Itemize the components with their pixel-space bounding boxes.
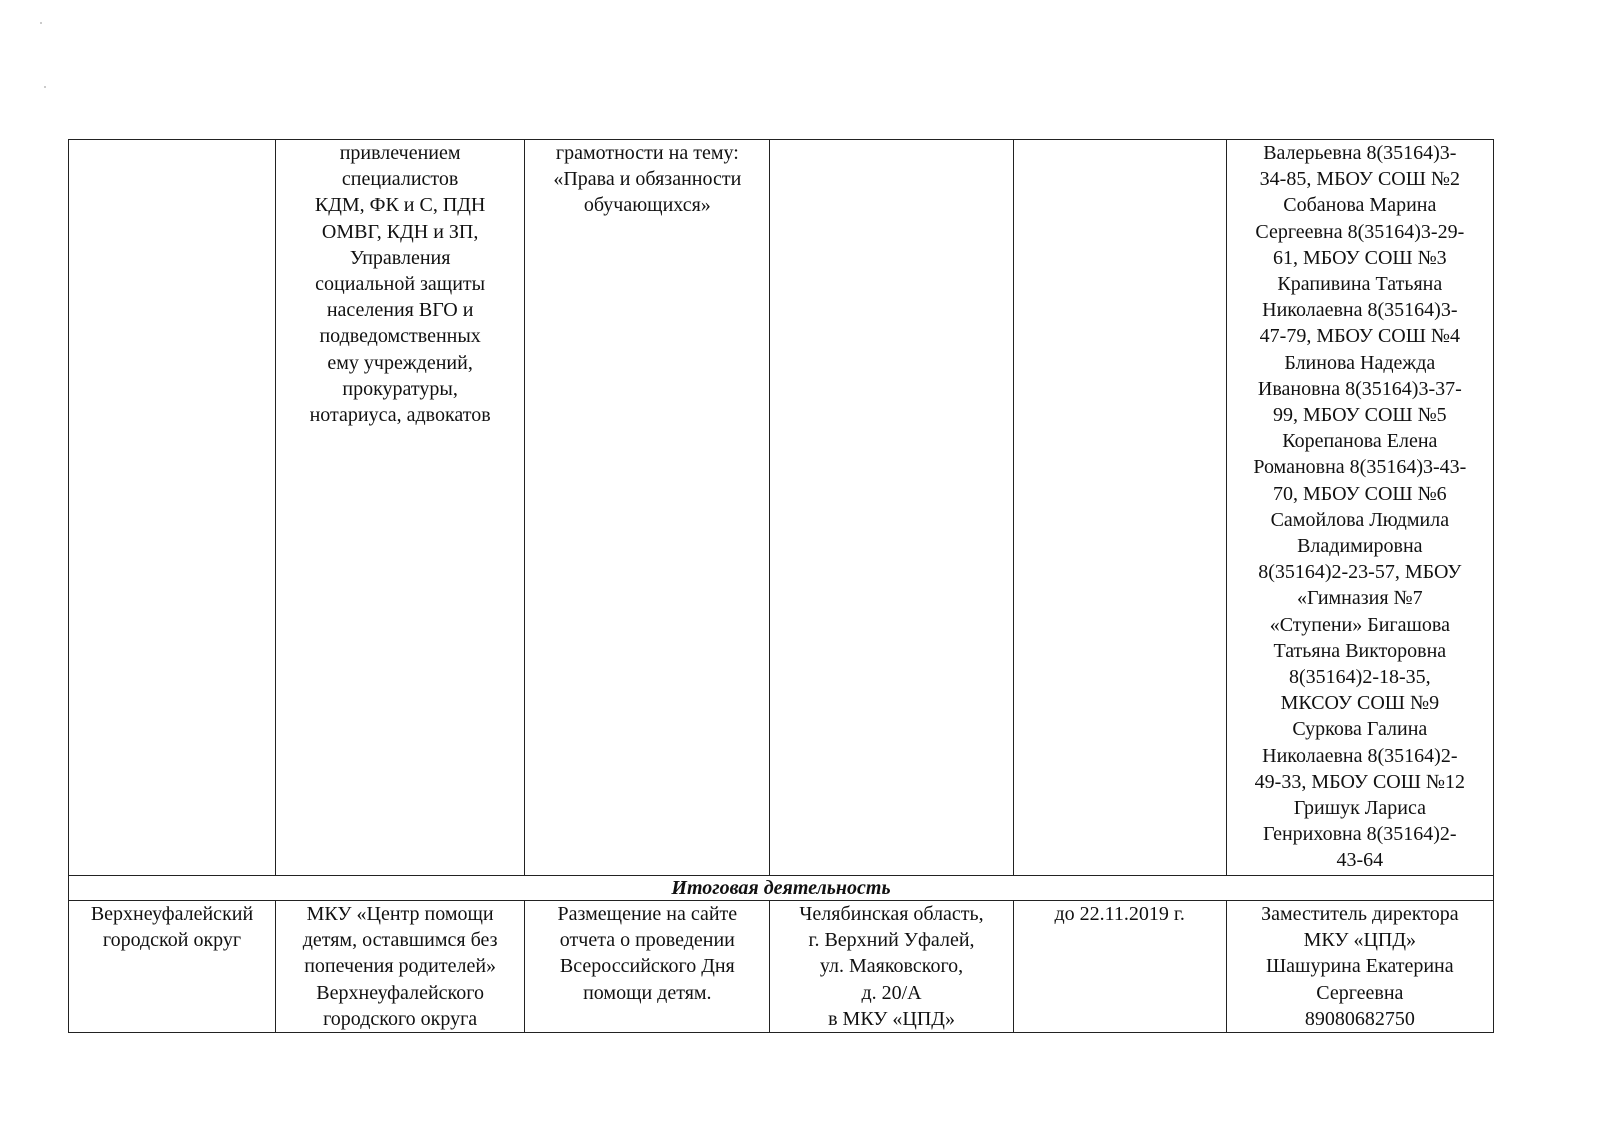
cell-organizer: привлечением специалистов КДМ, ФК и С, ПДН ОМВГ, КДН и ЗП, Управления социальной защиты населения ВГО и подведомственных ему учреждений, прокуратуры, нотариуса, адвокатов	[276, 140, 525, 876]
table-row-continuation	[69, 140, 1494, 876]
cell-event: грамотности на тему: «Права и обязанности обучающихся»	[525, 140, 770, 876]
cell-municipality: Верхнеуфалейский городской округ	[69, 901, 276, 1033]
cell-location	[770, 140, 1013, 876]
cell-municipality	[69, 140, 276, 876]
cell-date: до 22.11.2019 г.	[1013, 901, 1226, 1033]
cell-organizer: МКУ «Центр помощи детям, оставшимся без попечения родителей» Верхнеуфалейского городского округа	[276, 901, 525, 1033]
cell-location: Челябинская область, г. Верхний Уфалей, ул. Маяковского, д. 20/А в МКУ «ЦПД»	[770, 901, 1013, 1033]
table-row-final	[69, 901, 1494, 1033]
document-table	[68, 139, 1494, 1033]
cell-responsible: Валерьевна 8(35164)3- 34-85, МБОУ СОШ №2 Собанова Марина Сергеевна 8(35164)3-29- 61, МБОУ СОШ №3 Крапивина Татьяна Николаевна 8(35164)3- 47-79, МБОУ СОШ №4 Блинова Надежда Ивановна 8(35164)3-37- 99, МБОУ СОШ №5 Корепанова Елена Романовна 8(35164)3-43- 70, МБОУ СОШ №6 Самойлова Людмила Владимировна 8(35164)2-23-57, МБОУ «Гимназия №7 «Ступени» Бигашова Татьяна Викторовна 8(35164)2-18-35, МКСОУ СОШ №9 Суркова Галина Николаевна 8(35164)2- 49-33, МБОУ СОШ №12 Гришук Лариса Генриховна 8(35164)2- 43-64	[1226, 140, 1493, 876]
cell-event: Размещение на сайте отчета о проведении Всероссийского Дня помощи детям.	[525, 901, 770, 1033]
cell-responsible: Заместитель директора МКУ «ЦПД» Шашурина Екатерина Сергеевна 89080682750	[1226, 901, 1493, 1033]
scan-speck	[40, 22, 42, 24]
section-heading: Итоговая деятельность	[69, 876, 1494, 901]
cell-date	[1013, 140, 1226, 876]
scan-speck	[44, 86, 46, 88]
table-row-section-heading	[69, 876, 1494, 901]
